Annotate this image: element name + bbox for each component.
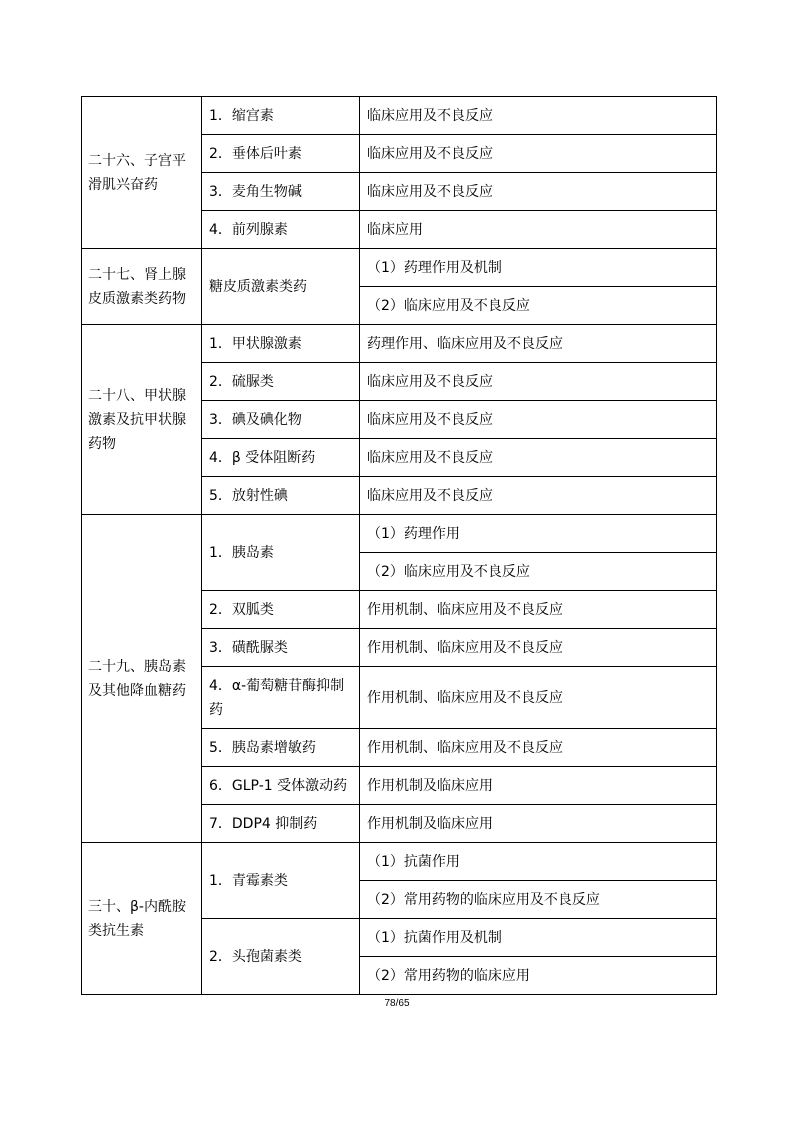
syllabus-table <box>81 96 717 995</box>
item-cell: 3．磺酰脲类 <box>202 629 360 667</box>
content-cell: 药理作用、临床应用及不良反应 <box>360 325 717 363</box>
content-cell: 临床应用及不良反应 <box>360 173 717 211</box>
item-cell: 2．头孢菌素类 <box>202 919 360 995</box>
content-cell: 临床应用及不良反应 <box>360 97 717 135</box>
content-cell: 临床应用及不良反应 <box>360 363 717 401</box>
table-row <box>82 325 717 363</box>
item-cell: 3．碘及碘化物 <box>202 401 360 439</box>
item-cell: 6．GLP-1 受体激动药 <box>202 767 360 805</box>
item-cell: 1．胰岛素 <box>202 515 360 591</box>
content-cell: 作用机制、临床应用及不良反应 <box>360 729 717 767</box>
content-cell: 临床应用及不良反应 <box>360 477 717 515</box>
content-cell: （1）抗菌作用 <box>360 843 717 881</box>
table-row <box>82 249 717 287</box>
item-cell: 5．胰岛素增敏药 <box>202 729 360 767</box>
syllabus-table-body <box>82 97 717 995</box>
content-cell: （2）临床应用及不良反应 <box>360 553 717 591</box>
item-cell: 3．麦角生物碱 <box>202 173 360 211</box>
content-cell: （1）药理作用 <box>360 515 717 553</box>
item-cell: 4．α-葡萄糖苷酶抑制药 <box>202 667 360 729</box>
content-cell: （2）常用药物的临床应用 <box>360 957 717 995</box>
content-cell: 临床应用及不良反应 <box>360 439 717 477</box>
item-cell: 4．β 受体阻断药 <box>202 439 360 477</box>
content-cell: 作用机制、临床应用及不良反应 <box>360 667 717 729</box>
category-cell: 二十六、子宫平滑肌兴奋药 <box>82 97 202 249</box>
content-cell: 临床应用 <box>360 211 717 249</box>
table-row <box>82 97 717 135</box>
item-cell: 1．青霉素类 <box>202 843 360 919</box>
table-row <box>82 843 717 881</box>
item-cell: 2．垂体后叶素 <box>202 135 360 173</box>
content-cell: 作用机制及临床应用 <box>360 805 717 843</box>
item-cell: 1．甲状腺激素 <box>202 325 360 363</box>
category-cell: 二十七、肾上腺皮质激素类药物 <box>82 249 202 325</box>
item-cell: 2．硫脲类 <box>202 363 360 401</box>
category-cell: 三十、β-内酰胺类抗生素 <box>82 843 202 995</box>
content-cell: 临床应用及不良反应 <box>360 401 717 439</box>
content-cell: （2）常用药物的临床应用及不良反应 <box>360 881 717 919</box>
category-cell: 二十九、胰岛素及其他降血糖药 <box>82 515 202 843</box>
item-cell: 4．前列腺素 <box>202 211 360 249</box>
category-cell: 二十八、甲状腺激素及抗甲状腺药物 <box>82 325 202 515</box>
table-row <box>82 515 717 553</box>
item-cell: 7．DDP4 抑制药 <box>202 805 360 843</box>
content-cell: 作用机制、临床应用及不良反应 <box>360 629 717 667</box>
content-cell: 作用机制及临床应用 <box>360 767 717 805</box>
content-cell: （1）抗菌作用及机制 <box>360 919 717 957</box>
content-cell: （2）临床应用及不良反应 <box>360 287 717 325</box>
item-cell: 5．放射性碘 <box>202 477 360 515</box>
content-cell: 作用机制、临床应用及不良反应 <box>360 591 717 629</box>
item-cell: 糖皮质激素类药 <box>202 249 360 325</box>
item-cell: 2．双胍类 <box>202 591 360 629</box>
content-cell: 临床应用及不良反应 <box>360 135 717 173</box>
page-number: 78/65 <box>384 998 410 1009</box>
content-cell: （1）药理作用及机制 <box>360 249 717 287</box>
item-cell: 1．缩宫素 <box>202 97 360 135</box>
